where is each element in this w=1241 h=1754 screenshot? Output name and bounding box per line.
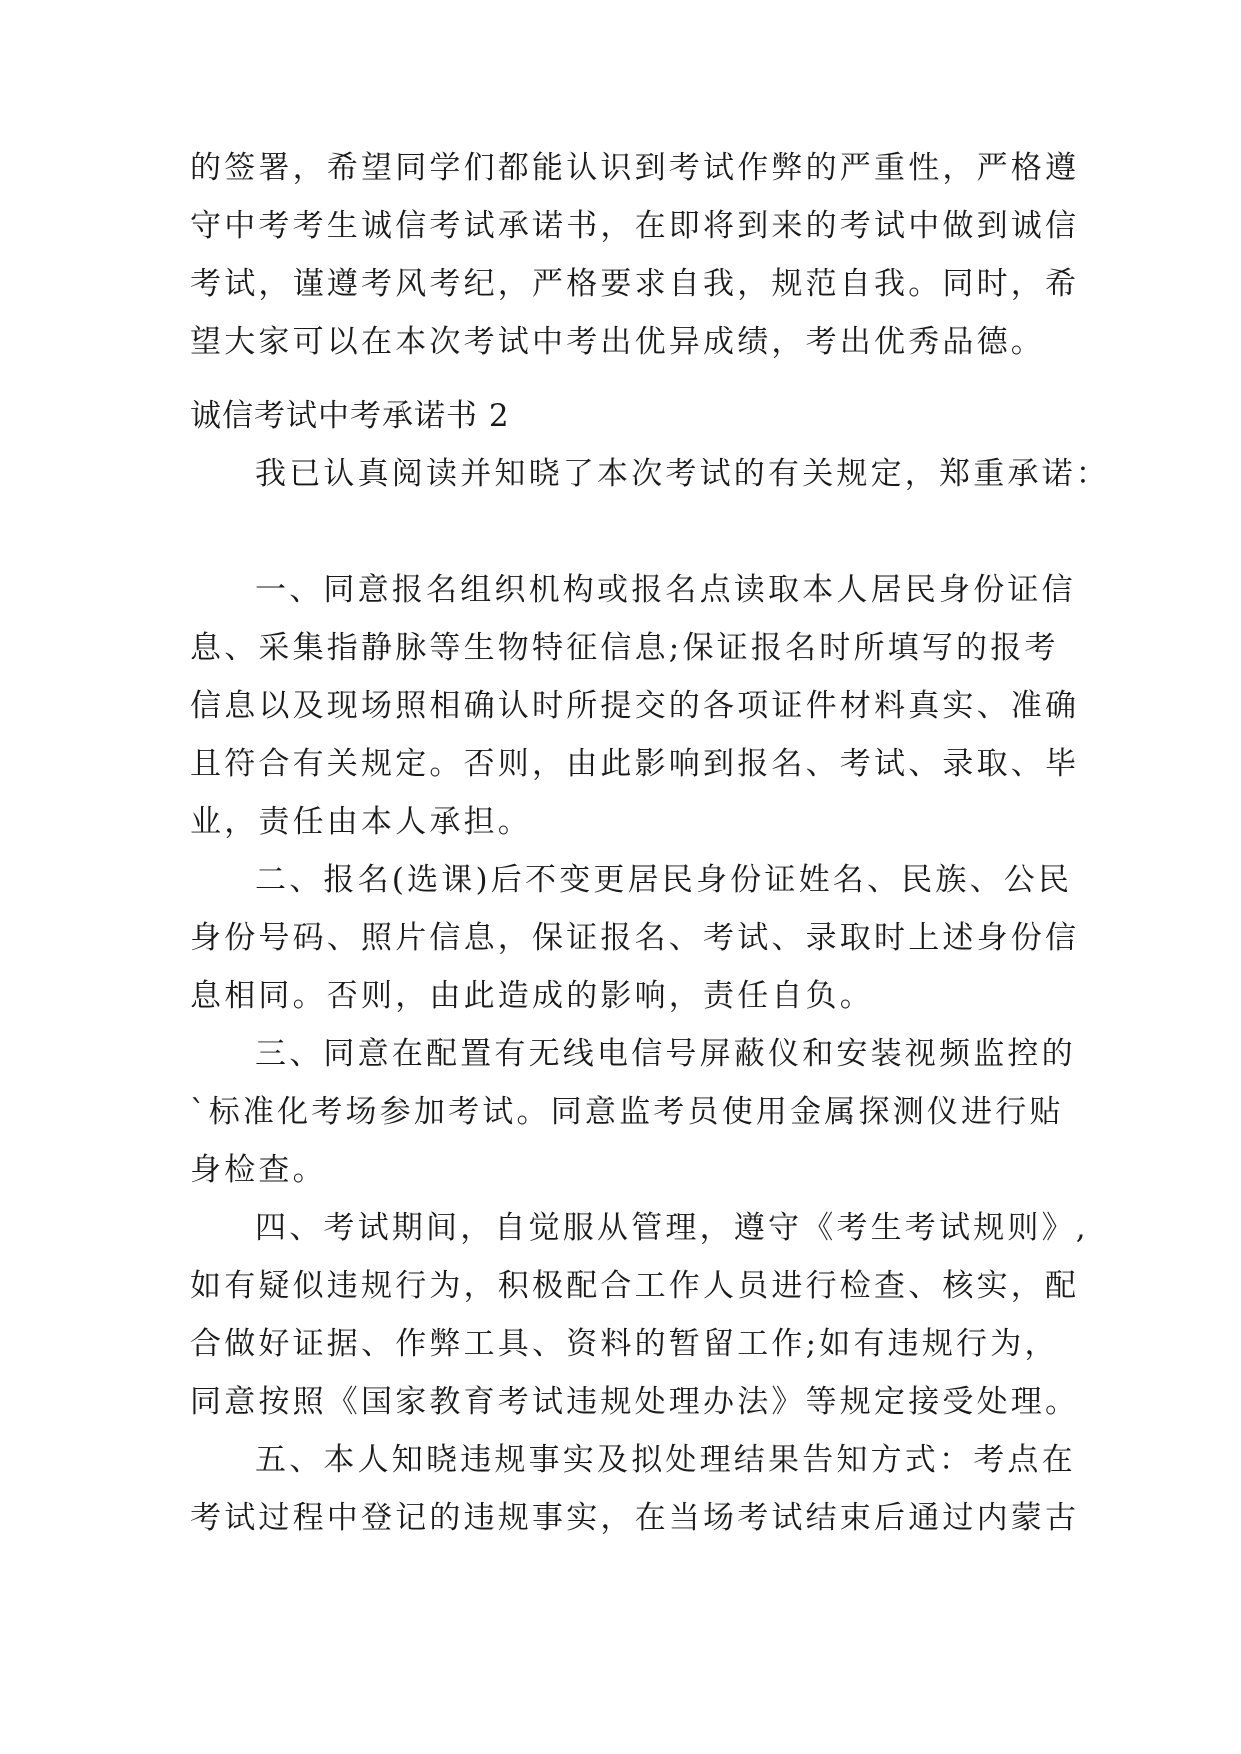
clause-1-line-3: 信息以及现场照相确认时所提交的各项证件材料真实、准确 — [190, 688, 1080, 724]
clause-1-line-5: 业，责任由本人承担。 — [190, 804, 532, 840]
text-line-4: 望大家可以在本次考试中考出优异成绩，考出优秀品德。 — [190, 324, 1045, 360]
intro-paragraph: 我已认真阅读并知晓了本次考试的有关规定，郑重承诺： — [255, 456, 1110, 492]
clause-4-line-2: 如有疑似违规行为，积极配合工作人员进行检查、核实，配 — [190, 1268, 1080, 1304]
clause-4-line-3: 合做好证据、作弊工具、资料的暂留工作;如有违规行为， — [190, 1326, 1059, 1362]
clause-4-line-1: 四、考试期间，自觉服从管理，遵守《考生考试规则》, — [255, 1210, 1089, 1246]
text-line-1: 的签署，希望同学们都能认识到考试作弊的严重性，严格遵 — [190, 150, 1080, 186]
clause-3-line-1: 三、同意在配置有无线电信号屏蔽仪和安装视频监控的 — [255, 1036, 1076, 1072]
section-heading: 诚信考试中考承诺书 2 — [190, 398, 510, 434]
clause-4-line-4: 同意按照《国家教育考试违规处理办法》等规定接受处理。 — [190, 1384, 1080, 1420]
text-line-2: 守中考考生诚信考试承诺书，在即将到来的考试中做到诚信 — [190, 208, 1080, 244]
clause-5-line-1: 五、本人知晓违规事实及拟处理结果告知方式：考点在 — [255, 1442, 1076, 1478]
clause-1-line-4: 且符合有关规定。否则，由此影响到报名、考试、录取、毕 — [190, 746, 1080, 782]
clause-2-line-2: 身份号码、照片信息，保证报名、考试、录取时上述身份信 — [190, 920, 1080, 956]
clause-2-line-3: 息相同。否则，由此造成的影响，责任自负。 — [190, 978, 874, 1014]
clause-1-line-1: 一、同意报名组织机构或报名点读取本人居民身份证信 — [255, 572, 1076, 608]
clause-3-line-2: `标准化考场参加考试。同意监考员使用金属探测仪进行贴 — [190, 1094, 1064, 1130]
text-line-3: 考试，谨遵考风考纪，严格要求自我，规范自我。同时，希 — [190, 266, 1080, 302]
clause-3-line-3: 身检查。 — [190, 1152, 327, 1188]
clause-2-line-1: 二、报名(选课)后不变更居民身份证姓名、民族、公民 — [255, 862, 1073, 898]
clause-5-line-2: 考试过程中登记的违规事实，在当场考试结束后通过内蒙古 — [190, 1500, 1080, 1536]
clause-1-line-2: 息、采集指静脉等生物特征信息;保证报名时所填写的报考 — [190, 630, 1059, 666]
